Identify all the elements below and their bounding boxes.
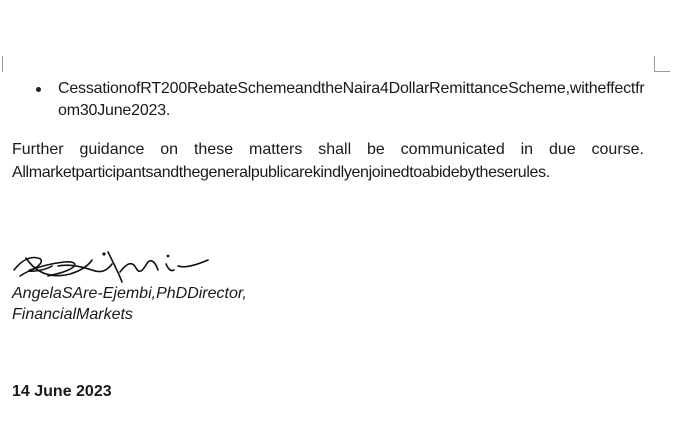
paragraph-line-participants: Allmarketparticipantsandthegeneralpublicarekindlyenjoinedtoabidebytheserules.: [12, 164, 550, 181]
margin-corner-mark-right-horizontal: [654, 71, 670, 72]
signatory-name-title: AngelaSAre-Ejembi,PhDDirector,FinancialMarkets: [12, 285, 247, 323]
bullet-icon: [36, 87, 41, 92]
paragraph-line-guidance: Further guidance on these matters shall be communicated in due course.: [12, 141, 644, 158]
closing-paragraph: [12, 138, 652, 184]
margin-corner-mark-left: [2, 56, 3, 72]
margin-corner-mark-right: [654, 56, 655, 72]
bullet-item-text: CessationofRT200RebateSchemeandtheNaira4DollarRemittanceScheme,witheffectfrom30June2023.: [58, 80, 645, 119]
document-date: 14 June 2023: [12, 383, 112, 400]
